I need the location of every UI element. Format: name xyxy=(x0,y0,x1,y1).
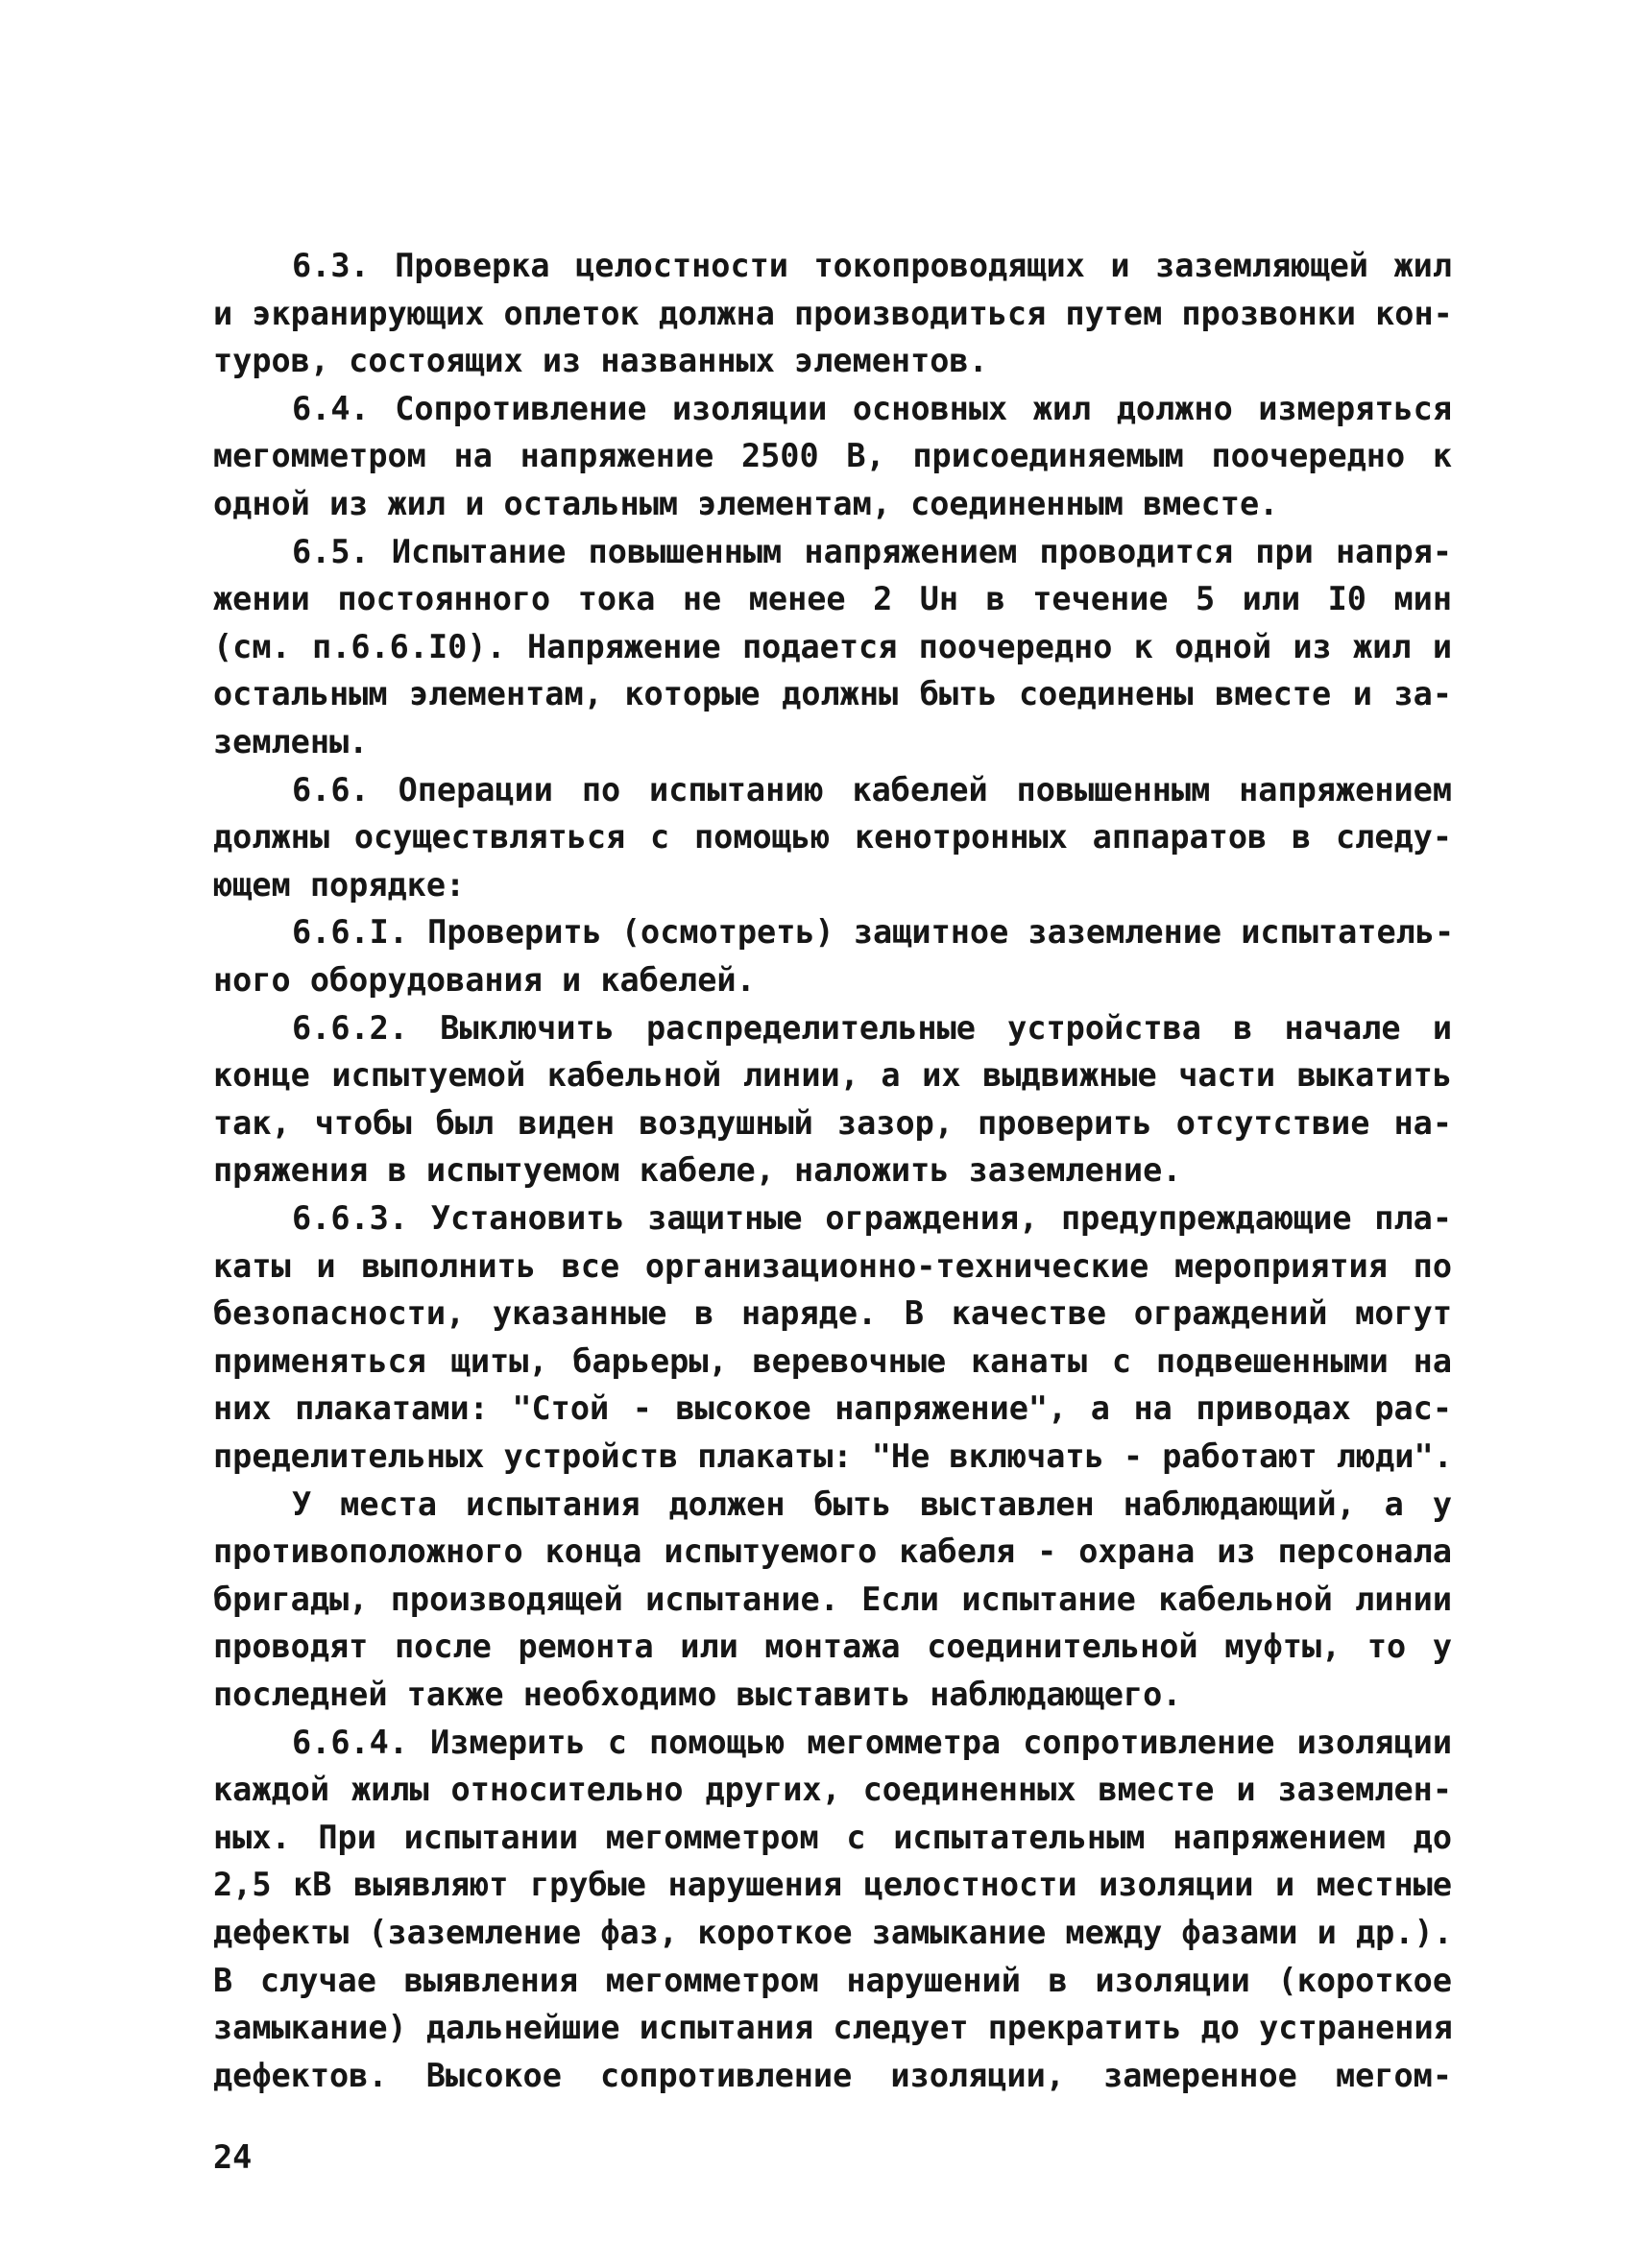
text-line: 6.6. Операции по испытанию кабелей повышенным напряжением xyxy=(292,770,1452,808)
text-line: туров, состоящих из названных элементов. xyxy=(213,342,988,380)
text-line: проводят после ремонта или монтажа соединительной муфты, то у xyxy=(213,1628,1452,1666)
text-line: ного оборудования и кабелей. xyxy=(213,961,756,999)
text-line: конце испытуемой кабельной линии, а их выдвижные части выкатить xyxy=(213,1056,1452,1095)
text-line: и экранирующих оплеток должна производиться путем прозвонки кон- xyxy=(213,294,1453,332)
text-line: 6.6.3. Установить защитные ограждения, предупреждающие пла- xyxy=(292,1199,1452,1237)
text-line: ных. При испытании мегомметром с испытательным напряжением до xyxy=(213,1818,1452,1856)
text-line: дефекты (заземление фаз, короткое замыкание между фазами и др.). xyxy=(213,1914,1453,1951)
text-line: каждой жилы относительно других, соединенных вместе и заземлен- xyxy=(213,1771,1452,1809)
text-line: остальным элементам, которые должны быть соединены вместе и за- xyxy=(213,675,1452,713)
text-line: У места испытания должен быть выставлен наблюдающий, а у xyxy=(292,1484,1452,1523)
text-line: 6.6.2. Выключить распределительные устройства в начале и xyxy=(292,1008,1452,1047)
text-line: пряжения в испытуемом кабеле, наложить заземление. xyxy=(213,1151,1182,1190)
text-line: замыкание) дальнейшие испытания следует прекратить до устранения xyxy=(213,2009,1453,2047)
text-line: 6.5. Испытание повышенным напряжением проводится при напря- xyxy=(292,532,1452,570)
text-line: противоположного конца испытуемого кабеля - охрана из персонала xyxy=(213,1532,1452,1571)
text-line: (см. п.6.6.I0). Напряжение подается поочередно к одной из жил и xyxy=(213,627,1452,665)
text-line: бригады, производящей испытание. Если испытание кабельной линии xyxy=(213,1580,1452,1618)
text-line: жении постоянного тока не менее 2 Uн в течение 5 или I0 мин xyxy=(213,580,1452,618)
text-line: землены. xyxy=(213,723,369,760)
text-line: 6.3. Проверка целостности токопроводящих и заземляющей жил xyxy=(292,247,1452,284)
text-line: 2,5 кВ выявляют грубые нарушения целостности изоляции и местные xyxy=(213,1866,1452,1904)
text-line: так, чтобы был виден воздушный зазор, проверить отсутствие на- xyxy=(213,1103,1452,1142)
text-line: мегомметром на напряжение 2500 В, присоединяемым поочередно к xyxy=(213,437,1452,475)
text-line: последней также необходимо выставить наблюдающего. xyxy=(213,1676,1182,1713)
text-line: 6.6.4. Измерить с помощью мегомметра сопротивление изоляции xyxy=(292,1723,1452,1761)
text-line: применяться щиты, барьеры, веревочные канаты с подвешенными на xyxy=(213,1341,1452,1380)
text-line: безопасности, указанные в наряде. В качестве ограждений могут xyxy=(213,1294,1452,1333)
text-line: 6.6.I. Проверить (осмотреть) защитное заземление испытатель- xyxy=(292,913,1455,952)
text-line: пределительных устройств плакаты: "Не включать - работают люди". xyxy=(213,1437,1453,1475)
text-line: должны осуществляться с помощью кенотронных аппаратов в следу- xyxy=(213,818,1452,857)
page-number: 24 xyxy=(213,2138,253,2177)
text-line: каты и выполнить все организационно-технические мероприятия по xyxy=(213,1246,1452,1285)
text-line: 6.4. Сопротивление изоляции основных жил должно измеряться xyxy=(292,389,1452,427)
text-line: дефектов. Высокое сопротивление изоляции, замеренное мегом- xyxy=(213,2056,1452,2094)
text-line: одной из жил и остальным элементам, соединенным вместе. xyxy=(213,485,1279,522)
text-line: ющем порядке: xyxy=(213,865,466,904)
text-line: В случае выявления мегомметром нарушений в изоляции (короткое xyxy=(213,1961,1452,1999)
text-line: них плакатами: "Стой - высокое напряжение", а на приводах рас- xyxy=(213,1389,1452,1428)
